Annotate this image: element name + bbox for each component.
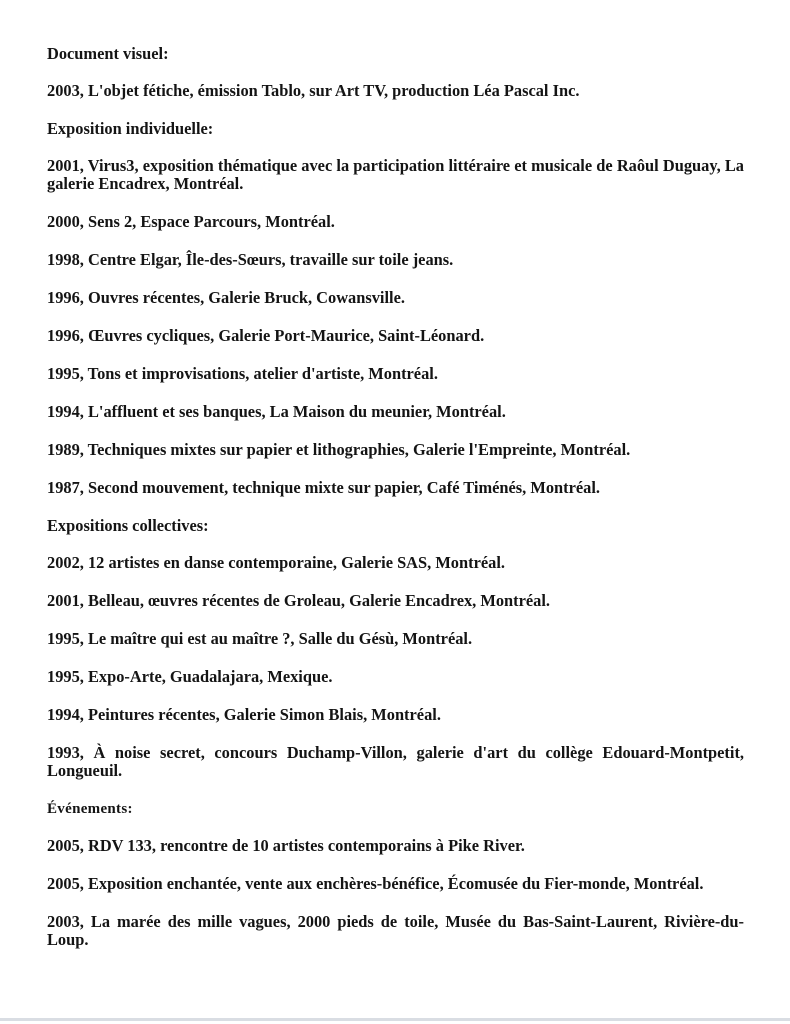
list-item: 1993, À noise secret, concours Duchamp-Villon, galerie d'art du collège Edouard-Montpetit, Longueuil.: [47, 743, 744, 780]
list-item: 1995, Tons et improvisations, atelier d'artiste, Montréal.: [47, 364, 438, 383]
section-exposition-individuelle: [47, 120, 744, 497]
list-item: 1995, Expo-Arte, Guadalajara, Mexique.: [47, 667, 333, 686]
section-heading: Expositions collectives:: [47, 516, 209, 535]
list-item: 1987, Second mouvement, technique mixte sur papier, Café Timénés, Montréal.: [47, 478, 601, 497]
list-item: 2003, La marée des mille vagues, 2000 pieds de toile, Musée du Bas-Saint-Laurent, Rivière-du-Loup.: [47, 912, 744, 949]
page-bottom-edge: [0, 1018, 790, 1021]
list-item: 2001, Belleau, œuvres récentes de Groleau, Galerie Encadrex, Montréal.: [47, 591, 551, 610]
document-page: [47, 45, 744, 969]
section-document-visuel: [47, 45, 744, 100]
section-heading: Document visuel:: [47, 44, 169, 63]
list-item: 1996, Ouvres récentes, Galerie Bruck, Cowansville.: [47, 288, 405, 307]
list-item: 2001, Virus3, exposition thématique avec la participation littéraire et musicale de Raôul Duguay, La galerie Encadrex, Montréal.: [47, 156, 744, 193]
list-item: 1994, Peintures récentes, Galerie Simon Blais, Montréal.: [47, 705, 441, 724]
list-item: 1995, Le maître qui est au maître ?, Salle du Gésù, Montréal.: [47, 629, 473, 648]
list-item: 1994, L'affluent et ses banques, La Maison du meunier, Montréal.: [47, 402, 506, 421]
list-item: 1989, Techniques mixtes sur papier et lithographies, Galerie l'Empreinte, Montréal.: [47, 440, 631, 459]
list-item: 1998, Centre Elgar, Île-des-Sœurs, travaille sur toile jeans.: [47, 250, 454, 269]
list-item: 2005, RDV 133, rencontre de 10 artistes contemporains à Pike River.: [47, 836, 525, 855]
section-expositions-collectives: [47, 517, 744, 780]
section-evenements: [47, 800, 744, 949]
list-item: 2002, 12 artistes en danse contemporaine, Galerie SAS, Montréal.: [47, 553, 505, 572]
list-item: 2000, Sens 2, Espace Parcours, Montréal.: [47, 212, 335, 231]
list-item: 1996, Œuvres cycliques, Galerie Port-Maurice, Saint-Léonard.: [47, 326, 485, 345]
section-heading: Événements:: [47, 801, 133, 817]
section-heading: Exposition individuelle:: [47, 119, 214, 138]
list-item: 2003, L'objet fétiche, émission Tablo, sur Art TV, production Léa Pascal Inc.: [47, 81, 580, 100]
list-item: 2005, Exposition enchantée, vente aux enchères-bénéfice, Écomusée du Fier-monde, Montréal.: [47, 874, 704, 893]
